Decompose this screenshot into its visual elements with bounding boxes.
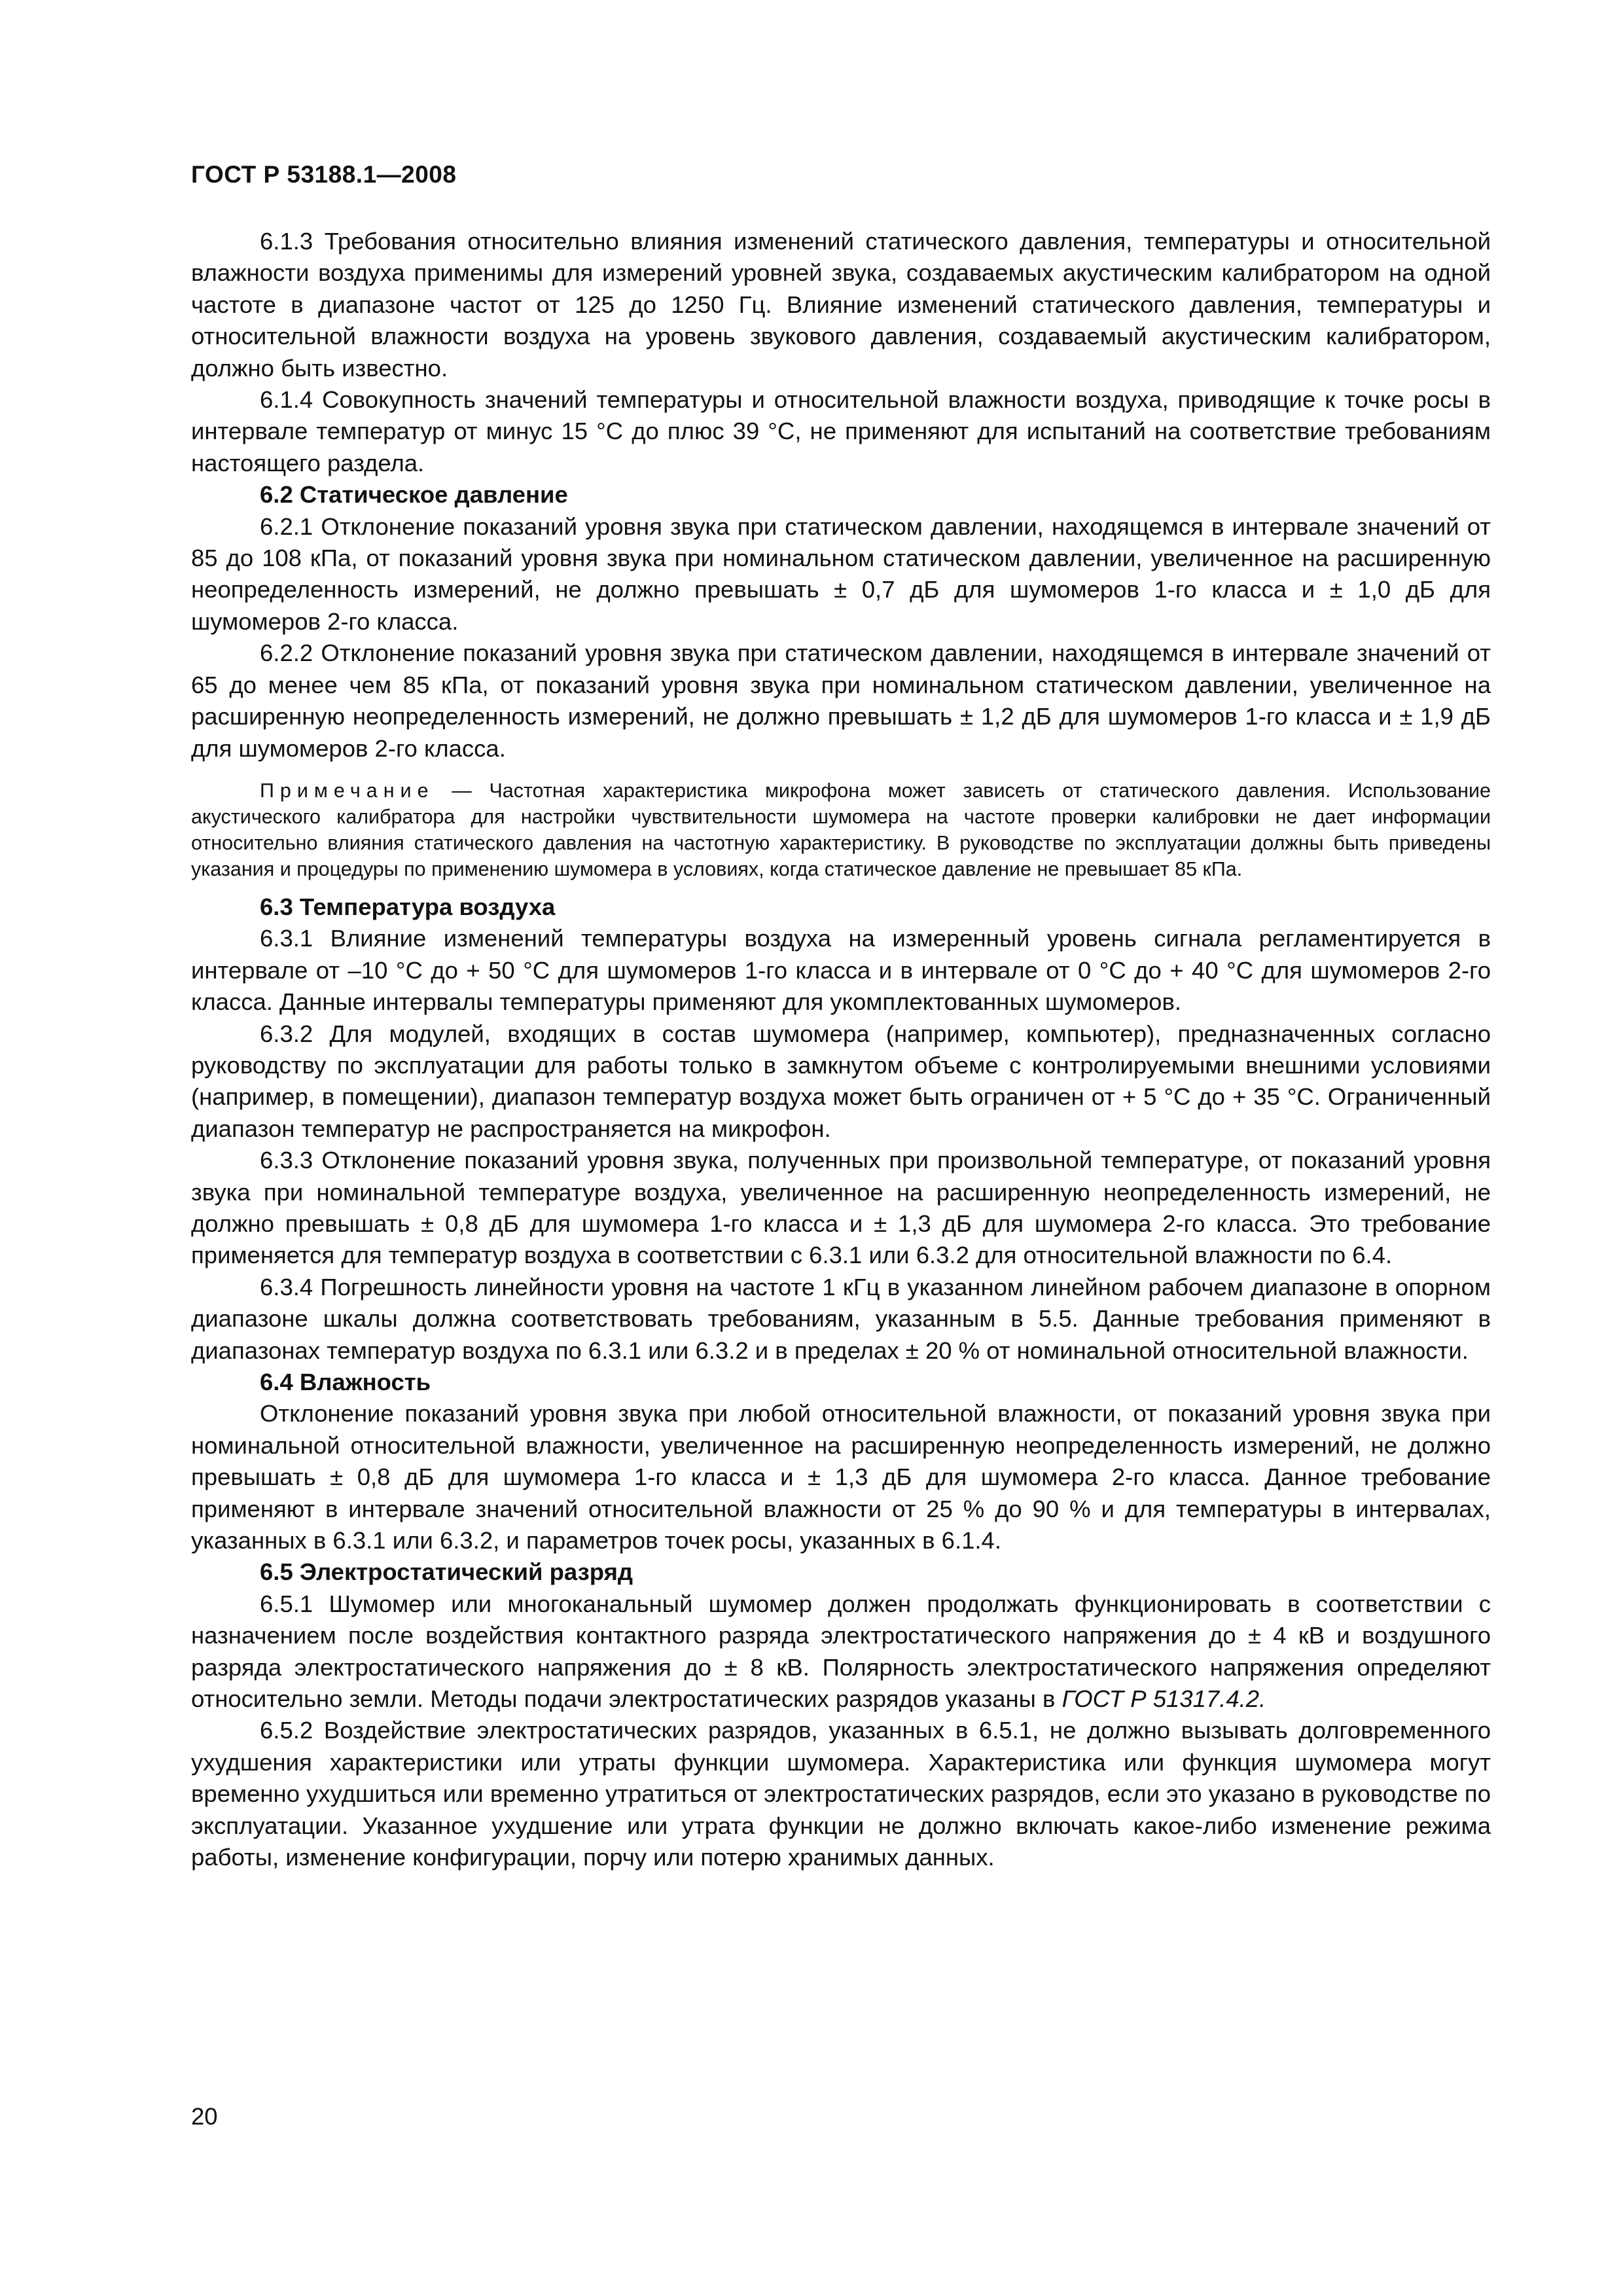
paragraph-6-2-1: 6.2.1 Отклонение показаний уровня звука при статическом давлении, находящемся в интервале значений от 85 до 108 кПа, от показаний уровня звука при номинальном статическом давлении, увеличенное на расширенную неопределенность измерений, не должно превышать ± 0,7 дБ для шумомеров 1-го класса и ± 1,0 дБ для шумомеров 2-го класса. bbox=[191, 512, 1491, 635]
paragraph-6-3-2: 6.3.2 Для модулей, входящих в состав шумомера (например, компьютер), предназначенных согласно руководству по эксплуатации для работы только в замкнутом объеме с контролируемыми внешними условиями (например, в помещении), диапазон температур воздуха может быть ограничен от + 5 °С до + 35 °С. Ограниченный диапазон температур не распространяется на микрофон. bbox=[191, 1020, 1491, 1142]
paragraph-6-3-4: 6.3.4 Погрешность линейности уровня на частоте 1 кГц в указанном линейном рабочем диапазоне в опорном диапазоне шкалы должна соответствовать требованиям, указанным в 5.5. Данные требования применяют в диапазонах температур воздуха по 6.3.1 или 6.3.2 и в пределах ± 20 % от номинальной относительной влажности. bbox=[191, 1273, 1491, 1364]
note-block bbox=[191, 778, 1491, 882]
standard-reference: ГОСТ Р 51317.4.2. bbox=[1061, 1685, 1266, 1713]
paragraph-6-2-2: 6.2.2 Отклонение показаний уровня звука при статическом давлении, находящемся в интервале значений от 65 до менее чем 85 кПа, от показаний уровня звука при номинальном статическом давлении, увеличенное на расширенную неопределенность измерений, не должно превышать ± 1,2 дБ для шумомеров 1-го класса и ± 1,9 дБ для шумомеров 2-го класса. bbox=[191, 639, 1491, 762]
document-body bbox=[191, 226, 1491, 1874]
section-heading-6-2: 6.2 Статическое давление bbox=[260, 481, 568, 509]
paragraph-6-3-1: 6.3.1 Влияние изменений температуры воздуха на измеренный уровень сигнала регламентируется в интервале от –10 °С до + 50 °С для шумомеров 1-го класса и в интервале от 0 °С до + 40 °С для шумомеров 2-го класса. Данные интервалы температуры применяют для укомплектованных шумомеров. bbox=[191, 925, 1491, 1016]
note-text: — Частотная характеристика микрофона может зависеть от статического давления. Использование акустического калибратора для настройки чувствительности шумомера на частоте проверки калибровки не дает информации относительно влияния статического давления на частотную характеристику. В руководстве по эксплуатации должны быть приведены указания и процедуры по применению шумомера в условиях, когда статическое давление не превышает 85 кПа. bbox=[191, 779, 1491, 880]
paragraph-6-5-2: 6.5.2 Воздействие электростатических разрядов, указанных в 6.5.1, не должно вызывать долговременного ухудшения характеристики или утраты функции шумомера. Характеристика или функция шумомера могут временно ухудшиться или временно утратиться от электростатических разрядов, если это указано в руководстве по эксплуатации. Указанное ухудшение или утрата функции не должно включать какое-либо изменение режима работы, изменение конфигурации, порчу или потерю хранимых данных. bbox=[191, 1717, 1491, 1871]
page-number: 20 bbox=[191, 2103, 218, 2130]
paragraph-6-4: Отклонение показаний уровня звука при любой относительной влажности, от показаний уровня звука при номинальной относительной влажности, увеличенное на расширенную неопределенность измерений, не должно превышать ± 0,8 дБ для шумомера 1-го класса и ± 1,3 дБ для шумомера 2-го класса. Данное требование применяют в интервале значений относительной влажности от 25 % до 90 % и для температуры в интервалах, указанных в 6.3.1 или 6.3.2, и параметров точек росы, указанных в 6.1.4. bbox=[191, 1400, 1491, 1554]
note-label: Примечание bbox=[260, 779, 435, 802]
document-code-header: ГОСТ Р 53188.1—2008 bbox=[191, 161, 457, 188]
paragraph-6-5-1 bbox=[191, 1588, 1491, 1715]
paragraph-6-1-4: 6.1.4 Совокупность значений температуры и относительной влажности воздуха, приводящие к точке росы в интервале температур от минус 15 °С до плюс 39 °С, не применяют для испытаний на соответствие требованиям настоящего раздела. bbox=[191, 386, 1491, 476]
section-heading-6-5: 6.5 Электростатический разряд bbox=[260, 1558, 633, 1586]
paragraph-6-3-3: 6.3.3 Отклонение показаний уровня звука, полученных при произвольной температуре, от показаний уровня звука при номинальной температуре воздуха, увеличенное на расширенную неопределенность измерений, не должно превышать ± 0,8 дБ для шумомера 1-го класса и ± 1,3 дБ для шумомера 2-го класса. Это требование применяется для температур воздуха в соответствии с 6.3.1 или 6.3.2 для относительной влажности по 6.4. bbox=[191, 1147, 1491, 1269]
paragraph-6-5-1-text: 6.5.1 Шумомер или многоканальный шумомер должен продолжать функционировать в соответствии с назначением после воздействия контактного разряда электростатического напряжения до ± 4 кВ и воздушного разряда электростатического напряжения до ± 8 кВ. Полярность электростатического напряжения определяют относительно земли. Методы подачи электростатических разрядов указаны в bbox=[191, 1590, 1491, 1713]
section-heading-6-3: 6.3 Температура воздуха bbox=[260, 893, 556, 920]
section-heading-6-4: 6.4 Влажность bbox=[260, 1369, 431, 1395]
paragraph-6-1-3: 6.1.3 Требования относительно влияния изменений статического давления, температуры и относительной влажности воздуха применимы для измерений уровней звука, создаваемых акустическим калибратором на одной частоте в диапазоне частот от 125 до 1250 Гц. Влияние изменений статического давления, температуры и относительной влажности воздуха на уровень звукового давления, создаваемый акустическим калибратором, должно быть известно. bbox=[191, 228, 1491, 382]
